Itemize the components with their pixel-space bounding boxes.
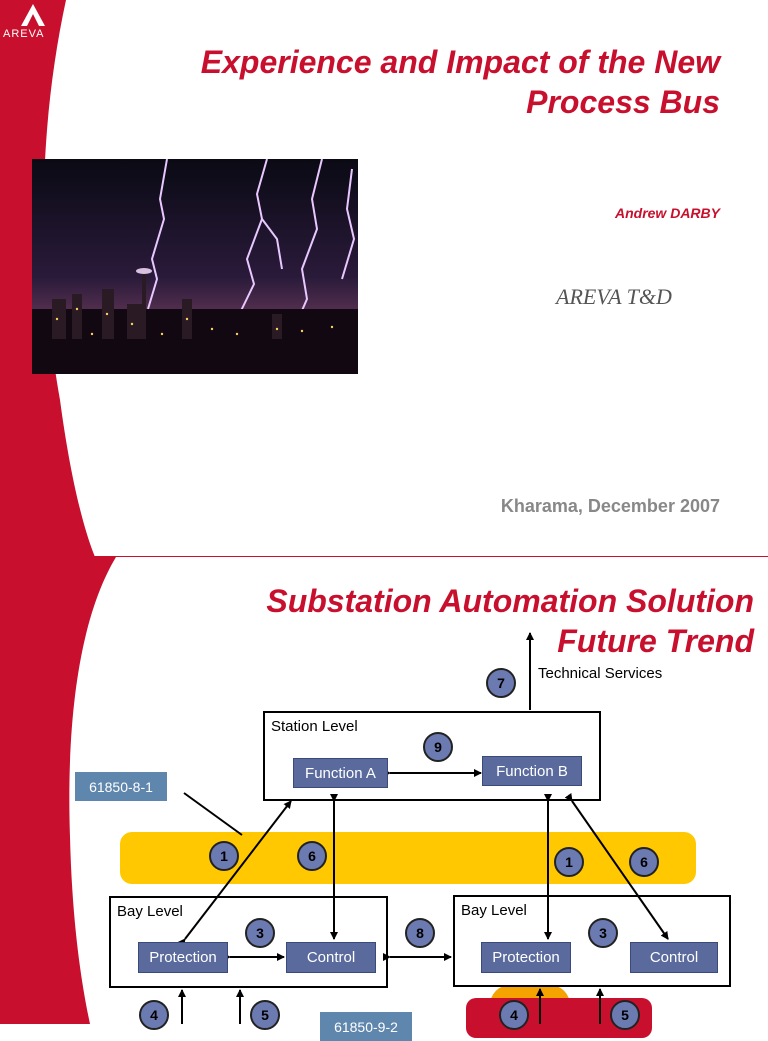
protection-right-box: Protection bbox=[481, 942, 571, 973]
title-line-2: Process Bus bbox=[526, 84, 720, 120]
author-name: Andrew DARBY bbox=[614, 205, 720, 221]
title-line-1: Experience and Impact of the New bbox=[200, 44, 720, 80]
number-badge-5-left: 5 bbox=[250, 1000, 280, 1030]
number-badge-9: 9 bbox=[423, 732, 453, 762]
number-badge-5-right: 5 bbox=[610, 1000, 640, 1030]
standard-label-61850-9-2: 61850-9-2 bbox=[320, 1012, 412, 1041]
number-badge-6-right: 6 bbox=[629, 847, 659, 877]
function-a-box: Function A bbox=[293, 758, 388, 788]
slide-title bbox=[120, 42, 720, 122]
number-badge-3-left: 3 bbox=[245, 918, 275, 948]
areva-logo-icon bbox=[20, 3, 46, 27]
number-badge-3-right: 3 bbox=[588, 918, 618, 948]
title-2-line-1: Substation Automation Solution bbox=[266, 583, 754, 619]
company-name: AREVA T&D bbox=[556, 284, 672, 309]
control-right-box: Control bbox=[630, 942, 718, 973]
location-date: Kharama, December 2007 bbox=[500, 496, 720, 516]
number-badge-7: 7 bbox=[486, 668, 516, 698]
number-badge-4-right: 4 bbox=[499, 1000, 529, 1030]
standard-label-61850-8-1: 61850-8-1 bbox=[75, 772, 167, 801]
bay-level-right-label: Bay Level bbox=[461, 902, 527, 919]
diagram-slide bbox=[0, 557, 768, 1035]
technical-services-label: Technical Services bbox=[538, 665, 663, 682]
title-2-line-2: Future Trend bbox=[557, 623, 754, 659]
station-level-label: Station Level bbox=[271, 718, 358, 735]
number-badge-6-left: 6 bbox=[297, 841, 327, 871]
control-left-box: Control bbox=[286, 942, 376, 973]
function-b-box: Function B bbox=[482, 756, 582, 786]
lightning-city-photo bbox=[32, 159, 358, 374]
bay-level-left-label: Bay Level bbox=[117, 903, 183, 920]
number-badge-8: 8 bbox=[405, 918, 435, 948]
number-badge-1-left: 1 bbox=[209, 841, 239, 871]
number-badge-4-left: 4 bbox=[139, 1000, 169, 1030]
protection-left-box: Protection bbox=[138, 942, 228, 973]
number-badge-1-right: 1 bbox=[554, 847, 584, 877]
logo-text: AREVA bbox=[3, 28, 45, 40]
